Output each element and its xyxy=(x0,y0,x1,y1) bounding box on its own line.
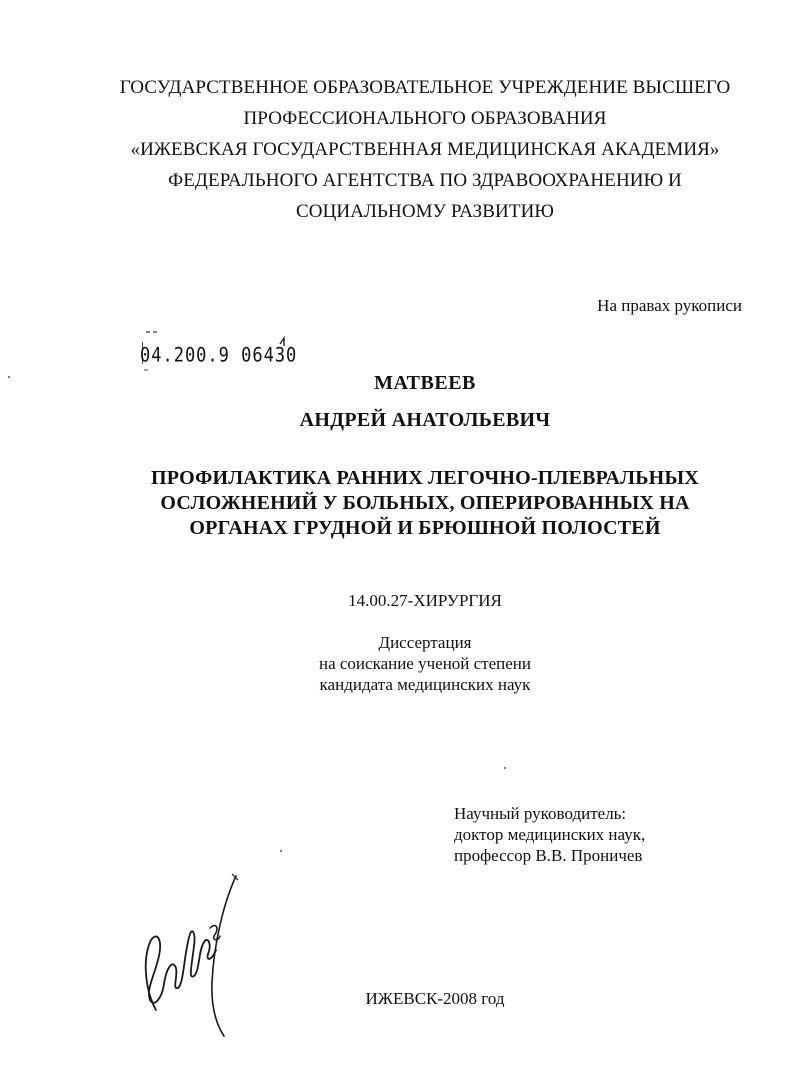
signature-stroke xyxy=(212,876,236,1036)
scan-speck xyxy=(280,850,282,852)
city-and-year: ИЖЕВСК-2008 год xyxy=(365,989,505,1008)
scan-speck xyxy=(8,376,10,378)
degree-line: на соискание ученой степени xyxy=(318,654,532,673)
scan-speck xyxy=(504,767,506,769)
institution-line: ФЕДЕРАЛЬНОГО АГЕНТСТВА ПО ЗДРАВООХРАНЕНИЮ И xyxy=(168,170,682,191)
supervisor-line: Научный руководитель: xyxy=(454,804,627,823)
institution-line: ПРОФЕССИОНАЛЬНОГО ОБРАЗОВАНИЯ xyxy=(243,108,607,129)
scientific-supervisor xyxy=(454,803,754,866)
handwritten-signature xyxy=(128,872,258,1042)
supervisor-line: профессор В.В. Проничев xyxy=(454,846,643,865)
author-given-names: АНДРЕЙ АНАТОЛЬЕВИЧ xyxy=(299,409,551,431)
institution-header xyxy=(100,72,750,227)
author-surname: МАТВЕЕВ xyxy=(374,372,476,394)
institution-line: ГОСУДАРСТВЕННОЕ ОБРАЗОВАТЕЛЬНОЕ УЧРЕЖДЕНИЕ ВЫСШЕГО xyxy=(119,77,731,98)
supervisor-line: доктор медицинских наук, xyxy=(454,825,646,844)
title-line: ОРГАНАХ ГРУДНОЙ И БРЮШНОЙ ПОЛОСТЕЙ xyxy=(189,517,661,539)
degree-description xyxy=(230,632,620,695)
manuscript-rights-note: На правах рукописи xyxy=(597,296,742,315)
institution-line: «ИЖЕВСКАЯ ГОСУДАРСТВЕННАЯ МЕДИЦИНСКАЯ АКАДЕМИЯ» xyxy=(130,139,720,160)
degree-line: Диссертация xyxy=(378,633,472,652)
registry-number: 04.200.9 06430 xyxy=(140,344,298,367)
institution-line: СОЦИАЛЬНОМУ РАЗВИТИЮ xyxy=(295,201,555,222)
dissertation-title xyxy=(95,466,755,541)
degree-line: кандидата медицинских наук xyxy=(319,675,531,694)
title-line: ОСЛОЖНЕНИЙ У БОЛЬНЫХ, ОПЕРИРОВАННЫХ НА xyxy=(160,492,690,514)
specialty-code: 14.00.27-ХИРУРГИЯ xyxy=(348,591,502,610)
signature-stroke xyxy=(146,931,216,1010)
title-line: ПРОФИЛАКТИКА РАННИХ ЛЕГОЧНО-ПЛЕВРАЛЬНЫХ xyxy=(151,467,699,489)
